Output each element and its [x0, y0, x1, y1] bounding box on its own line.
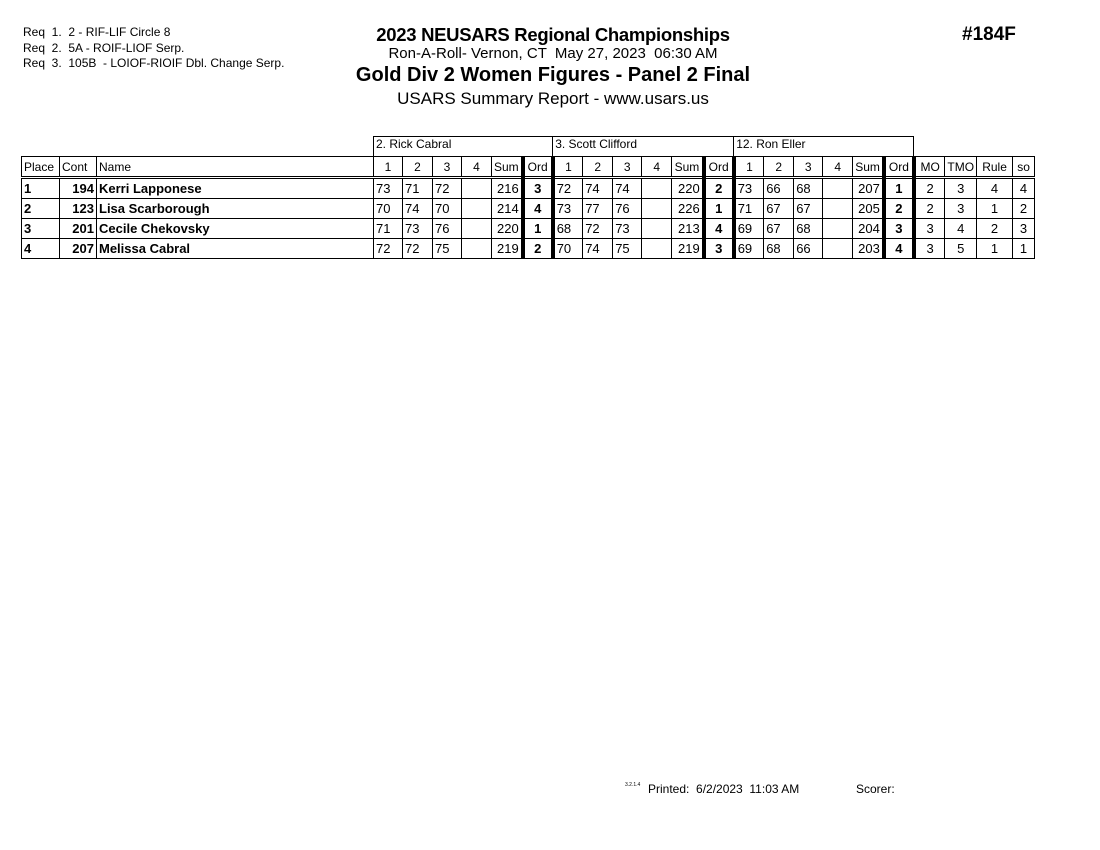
rule-cell: 4 [977, 178, 1013, 199]
so-cell: 2 [1013, 199, 1035, 219]
requirement-item: Req 2. 5A - ROIF-LIOF Serp. [23, 40, 185, 55]
results-table [21, 136, 1035, 259]
rule-cell: 2 [977, 219, 1013, 239]
sum-cell: 220 [672, 178, 704, 199]
score-cell: 75 [613, 239, 642, 259]
sum-cell: 213 [672, 219, 704, 239]
table-row [22, 239, 1035, 259]
score-cell: 68 [764, 239, 794, 259]
contestant-number-cell: 123 [60, 199, 97, 219]
score-cell: 70 [433, 199, 462, 219]
mo-cell: 2 [914, 199, 945, 219]
col-mo: MO [914, 157, 945, 178]
ordinal-cell: 4 [523, 199, 553, 219]
score-cell: 73 [403, 219, 433, 239]
sum-cell: 219 [492, 239, 523, 259]
contestant-number-cell: 207 [60, 239, 97, 259]
tmo-cell: 3 [945, 178, 977, 199]
score-cell [462, 178, 492, 199]
score-cell: 72 [583, 219, 613, 239]
name-cell: Kerri Lapponese [97, 178, 374, 199]
score-cell [462, 199, 492, 219]
col-rule: Rule [977, 157, 1013, 178]
ordinal-cell: 3 [523, 178, 553, 199]
sum-cell: 220 [492, 219, 523, 239]
judge-header-row [22, 137, 1035, 157]
col-figure-3: 3 [794, 157, 823, 178]
ordinal-cell: 4 [884, 239, 914, 259]
version-label: 3.2.1.4 [625, 782, 641, 788]
sum-cell: 214 [492, 199, 523, 219]
score-cell: 71 [734, 199, 764, 219]
score-cell [462, 239, 492, 259]
score-cell: 76 [613, 199, 642, 219]
score-cell: 67 [794, 199, 823, 219]
col-figure-1: 1 [374, 157, 403, 178]
col-so: so [1013, 157, 1035, 178]
score-cell: 69 [734, 219, 764, 239]
requirements-list [23, 25, 284, 72]
score-cell: 73 [553, 199, 583, 219]
score-cell [642, 219, 672, 239]
score-cell: 72 [553, 178, 583, 199]
score-cell: 67 [764, 219, 794, 239]
col-figure-3: 3 [613, 157, 642, 178]
col-ord: Ord [884, 157, 914, 178]
score-cell: 71 [374, 219, 403, 239]
report-subtitle: USARS Summary Report - www.usars.us [397, 89, 709, 108]
score-cell: 72 [374, 239, 403, 259]
ordinal-cell: 1 [523, 219, 553, 239]
score-cell [462, 219, 492, 239]
score-cell: 74 [583, 239, 613, 259]
column-header-row [22, 157, 1035, 178]
score-cell: 70 [374, 199, 403, 219]
score-cell: 77 [583, 199, 613, 219]
col-figure-1: 1 [553, 157, 583, 178]
ordinal-cell: 4 [704, 219, 734, 239]
judge-name: 3. Scott Clifford [553, 137, 734, 157]
ordinal-cell: 1 [704, 199, 734, 219]
judge-name: 2. Rick Cabral [374, 137, 553, 157]
col-tmo: TMO [945, 157, 977, 178]
col-sum: Sum [492, 157, 523, 178]
judge-name: 12. Ron Eller [734, 137, 914, 157]
col-figure-4: 4 [462, 157, 492, 178]
score-cell: 73 [613, 219, 642, 239]
report-header [300, 24, 806, 110]
tmo-cell: 4 [945, 219, 977, 239]
ordinal-cell: 2 [884, 199, 914, 219]
col-place: Place [22, 157, 60, 178]
rule-cell: 1 [977, 199, 1013, 219]
col-cont: Cont [60, 157, 97, 178]
score-cell [823, 178, 853, 199]
score-cell: 68 [553, 219, 583, 239]
col-figure-2: 2 [403, 157, 433, 178]
place-cell: 3 [22, 219, 60, 239]
sum-cell: 204 [853, 219, 884, 239]
tmo-cell: 3 [945, 199, 977, 219]
ordinal-cell: 2 [523, 239, 553, 259]
ordinal-cell: 1 [884, 178, 914, 199]
col-figure-2: 2 [764, 157, 794, 178]
place-cell: 2 [22, 199, 60, 219]
score-cell: 75 [433, 239, 462, 259]
so-cell: 1 [1013, 239, 1035, 259]
mo-cell: 3 [914, 219, 945, 239]
so-cell: 4 [1013, 178, 1035, 199]
score-cell: 68 [794, 219, 823, 239]
name-cell: Lisa Scarborough [97, 199, 374, 219]
col-figure-4: 4 [823, 157, 853, 178]
col-figure-4: 4 [642, 157, 672, 178]
competition-title: 2023 NEUSARS Regional Championships [376, 24, 730, 45]
score-cell: 67 [764, 199, 794, 219]
score-cell: 73 [734, 178, 764, 199]
sum-cell: 207 [853, 178, 884, 199]
table-row [22, 219, 1035, 239]
event-number: #184F [962, 24, 1016, 45]
col-sum: Sum [672, 157, 704, 178]
score-cell: 76 [433, 219, 462, 239]
sum-cell: 205 [853, 199, 884, 219]
score-cell: 74 [403, 199, 433, 219]
score-cell: 69 [734, 239, 764, 259]
score-cell [823, 239, 853, 259]
table-row [22, 199, 1035, 219]
place-cell: 1 [22, 178, 60, 199]
col-figure-1: 1 [734, 157, 764, 178]
mo-cell: 2 [914, 178, 945, 199]
col-sum: Sum [853, 157, 884, 178]
col-ord: Ord [704, 157, 734, 178]
printed-timestamp: Printed: 6/2/2023 11:03 AM [648, 782, 800, 796]
score-cell: 70 [553, 239, 583, 259]
scorer-label: Scorer: [856, 782, 895, 796]
contestant-number-cell: 194 [60, 178, 97, 199]
table-row [22, 178, 1035, 199]
tmo-cell: 5 [945, 239, 977, 259]
score-cell [823, 219, 853, 239]
venue-date: Ron-A-Roll- Vernon, CT May 27, 2023 06:30 AM [388, 45, 718, 62]
score-cell: 71 [403, 178, 433, 199]
sum-cell: 226 [672, 199, 704, 219]
ordinal-cell: 3 [704, 239, 734, 259]
name-cell: Melissa Cabral [97, 239, 374, 259]
rule-cell: 1 [977, 239, 1013, 259]
score-cell: 68 [794, 178, 823, 199]
score-cell [642, 239, 672, 259]
sum-cell: 216 [492, 178, 523, 199]
name-cell: Cecile Chekovsky [97, 219, 374, 239]
mo-cell: 3 [914, 239, 945, 259]
requirement-item: Req 1. 2 - RIF-LIF Circle 8 [23, 25, 171, 39]
col-figure-3: 3 [433, 157, 462, 178]
score-cell: 74 [613, 178, 642, 199]
score-cell: 72 [433, 178, 462, 199]
score-cell: 66 [794, 239, 823, 259]
col-figure-2: 2 [583, 157, 613, 178]
score-cell [642, 199, 672, 219]
col-ord: Ord [523, 157, 553, 178]
place-cell: 4 [22, 239, 60, 259]
sum-cell: 219 [672, 239, 704, 259]
score-cell: 72 [403, 239, 433, 259]
score-cell: 73 [374, 178, 403, 199]
score-cell: 66 [764, 178, 794, 199]
contestant-number-cell: 201 [60, 219, 97, 239]
col-name: Name [97, 157, 374, 178]
score-cell: 74 [583, 178, 613, 199]
score-cell [823, 199, 853, 219]
ordinal-cell: 3 [884, 219, 914, 239]
ordinal-cell: 2 [704, 178, 734, 199]
requirement-item: Req 3. 105B - LOIOF-RIOIF Dbl. Change Serp. [23, 56, 285, 70]
sum-cell: 203 [853, 239, 884, 259]
so-cell: 3 [1013, 219, 1035, 239]
score-cell [642, 178, 672, 199]
event-title: Gold Div 2 Women Figures - Panel 2 Final [355, 64, 751, 86]
